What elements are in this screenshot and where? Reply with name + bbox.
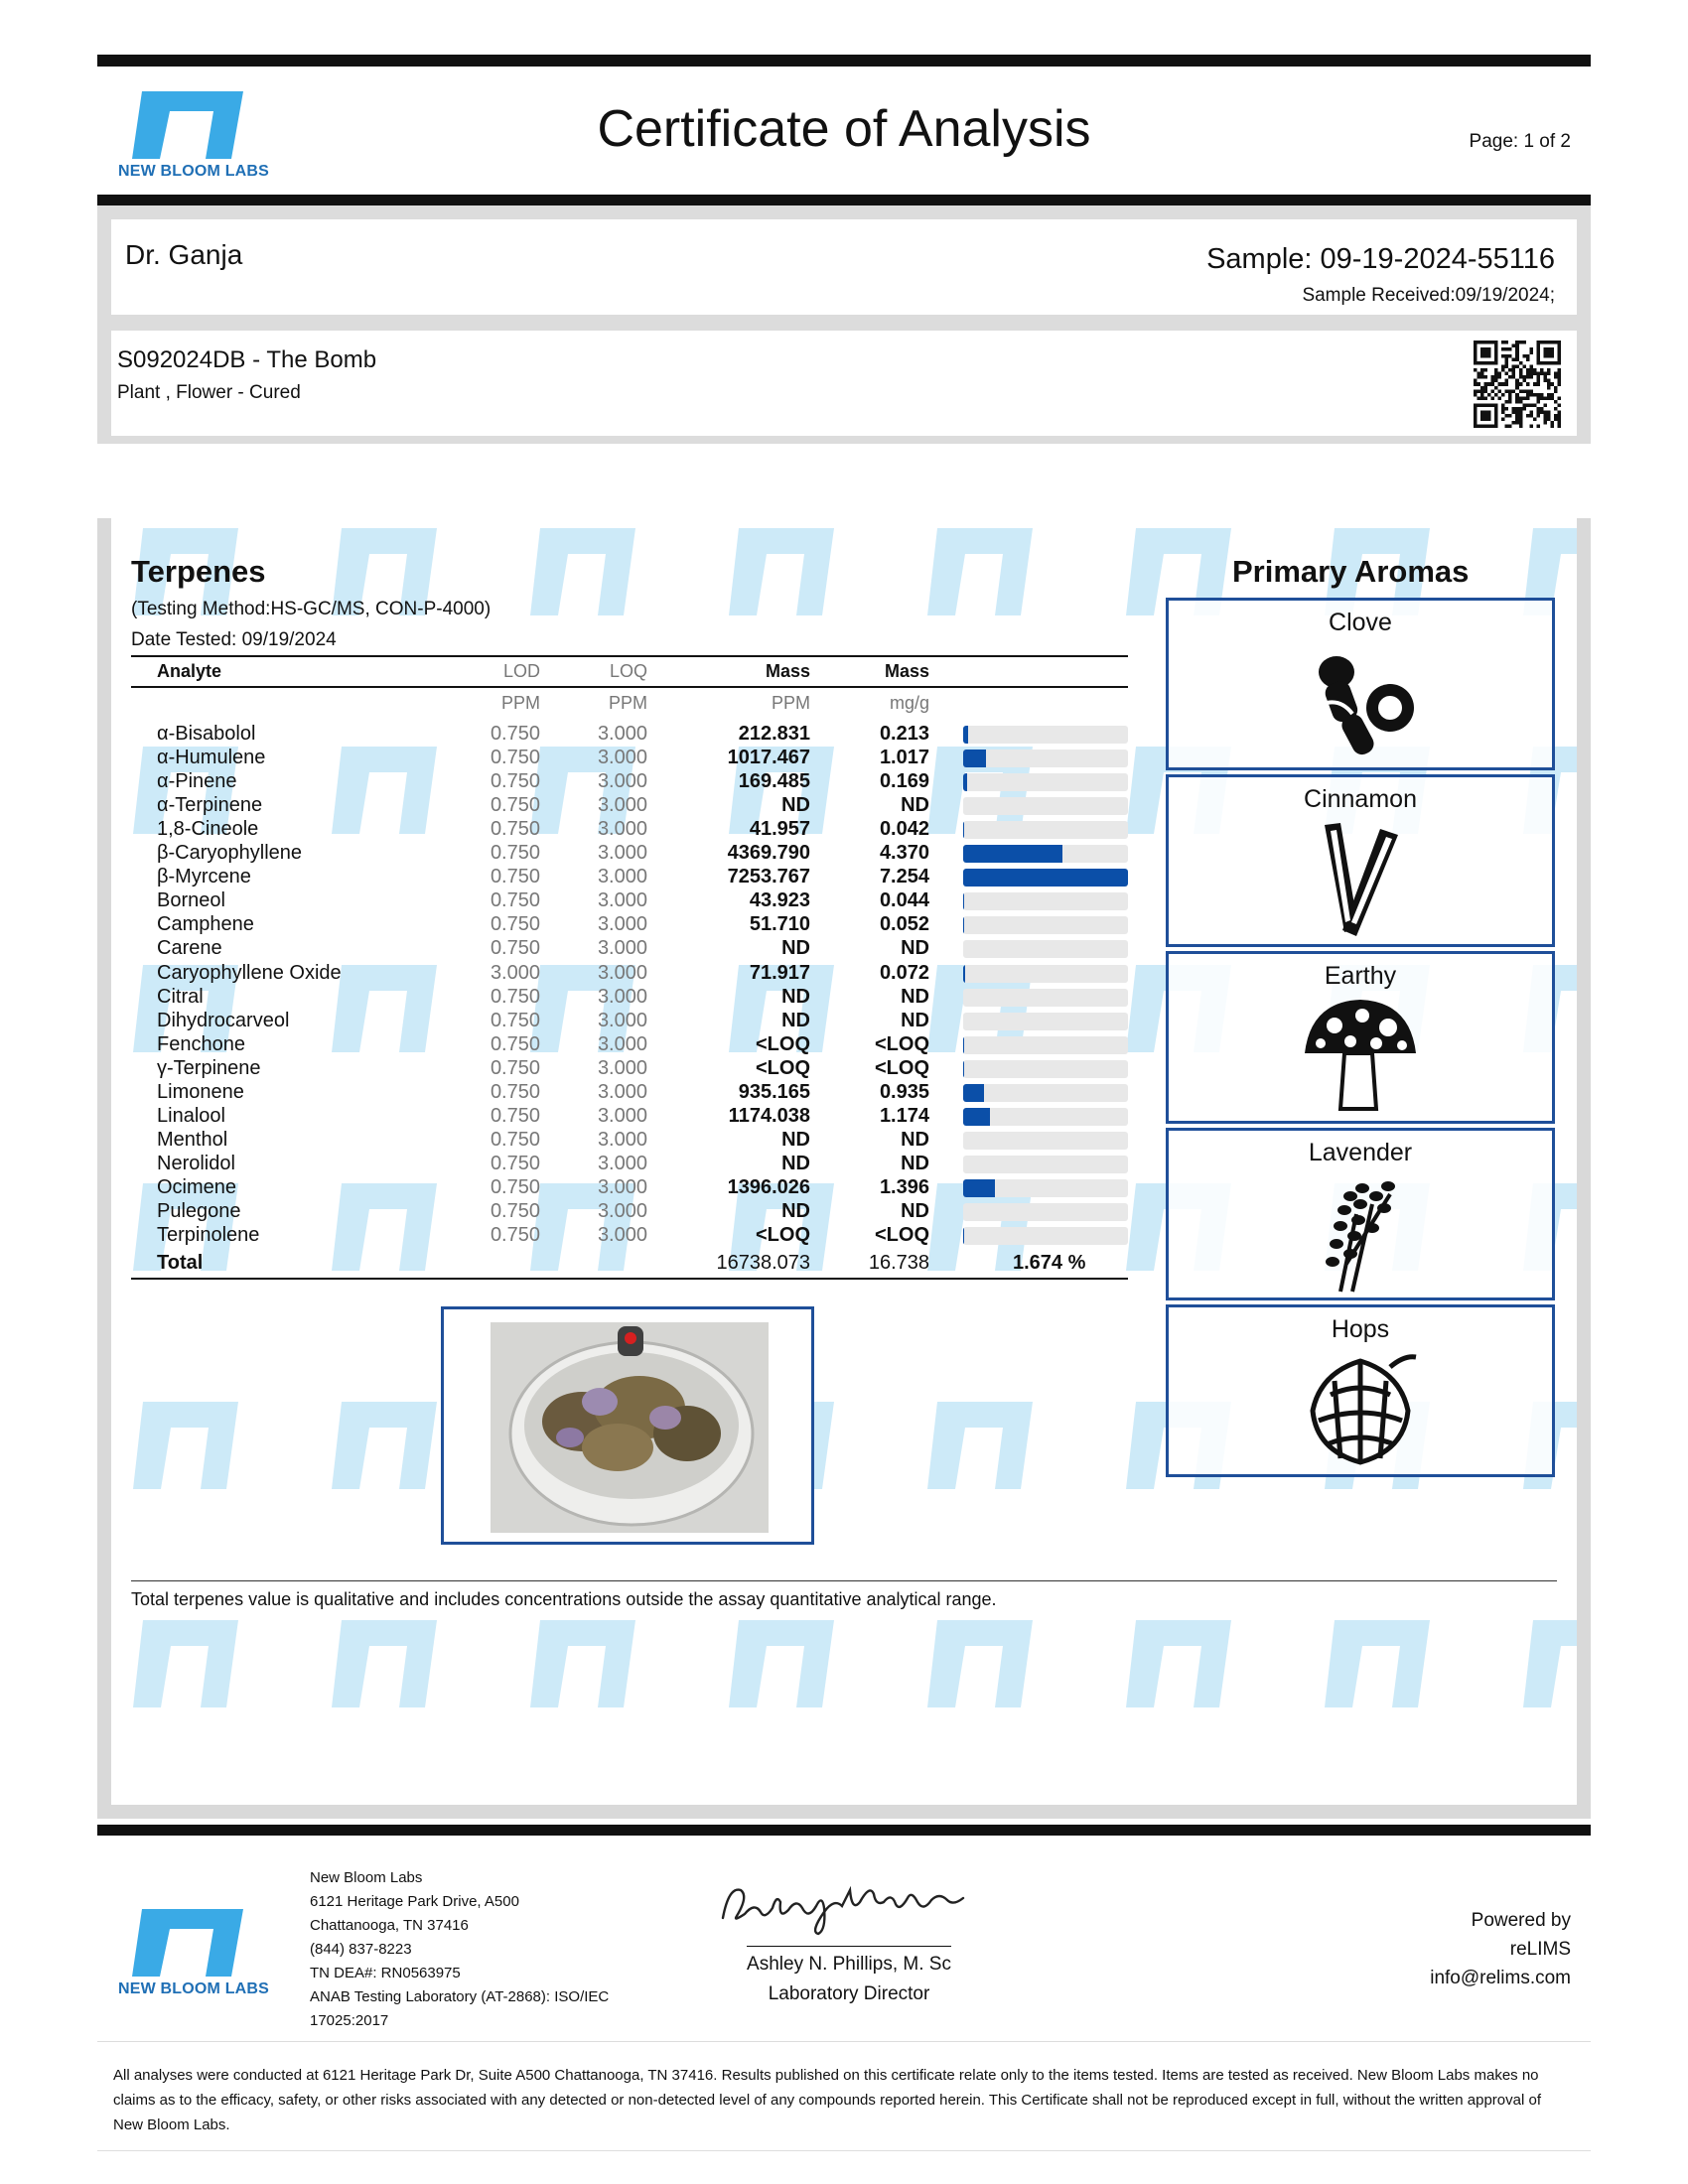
- lab-contact-info: [310, 1866, 609, 2033]
- table-row: [131, 818, 1128, 842]
- col-header-lod: LOD: [502, 661, 540, 681]
- col-header-mass-mg: Mass: [884, 661, 929, 681]
- lab-info-line: ANAB Testing Laboratory (AT-2868): ISO/IEC: [310, 1988, 610, 2005]
- mass-ppm-cell: 4369.790: [727, 842, 810, 865]
- lod-cell: 0.750: [490, 1009, 540, 1031]
- loq-cell: 3.000: [597, 889, 647, 912]
- lod-cell: 0.750: [490, 1080, 540, 1103]
- mass-mg-cell: 0.042: [879, 818, 929, 841]
- aroma-earthy: [1166, 951, 1555, 1124]
- results-panel: [111, 518, 1577, 1805]
- mass-ppm-cell: ND: [781, 794, 810, 817]
- aroma-hops: [1166, 1304, 1555, 1477]
- table-row: [131, 1033, 1128, 1057]
- mass-ppm-cell: ND: [781, 937, 810, 960]
- mass-mg-cell: ND: [901, 937, 929, 960]
- aroma-label: Earthy: [1324, 962, 1397, 990]
- analyte-cell: Nerolidol: [157, 1152, 235, 1174]
- total-percent: 1.674 %: [1013, 1252, 1086, 1275]
- analyte-cell: Menthol: [157, 1128, 228, 1151]
- concentration-bar-fill: [963, 726, 968, 744]
- lod-cell: 0.750: [490, 1128, 540, 1151]
- director-signature: [715, 1872, 973, 1938]
- lab-info-line: Chattanooga, TN 37416: [310, 1917, 469, 1934]
- loq-cell: 3.000: [597, 1152, 647, 1174]
- powered-by-email[interactable]: info@relims.com: [1430, 1968, 1571, 1988]
- aroma-label: Hops: [1331, 1315, 1390, 1343]
- mass-ppm-cell: 7253.767: [727, 866, 810, 888]
- table-row: [131, 723, 1128, 747]
- mass-mg-cell: <LOQ: [874, 1224, 929, 1247]
- mass-mg-cell: <LOQ: [874, 1032, 929, 1055]
- mushroom-icon: [1301, 998, 1420, 1117]
- table-row: [131, 889, 1128, 913]
- lod-cell: 0.750: [490, 770, 540, 793]
- aroma-label: Lavender: [1308, 1139, 1413, 1166]
- concentration-bar: [963, 1132, 1128, 1150]
- concentration-bar-fill: [963, 1036, 964, 1054]
- col-header-analyte: Analyte: [157, 661, 222, 681]
- disclaimer-text: All analyses were conducted at 6121 Heritage Park Dr, Suite A500 Chattanooga, TN 37416. Results published on this certificate relate only to the items tested. Items are tested as received. New Bloom Labs makes no claims as to the efficacy, safety, or other risks associated with any detected or non-detected level of any compounds reported herein. This Certificate shall not be reproduced except in full, without the written approval of New Bloom Labs.: [113, 2067, 1541, 2133]
- loq-cell: 3.000: [597, 1175, 647, 1198]
- concentration-bar: [963, 892, 1128, 910]
- table-row: [131, 1200, 1128, 1224]
- product-type: Plant , Flower - Cured: [117, 382, 301, 403]
- mass-ppm-cell: 51.710: [749, 913, 810, 936]
- footer-logo-mark-icon: [114, 1903, 273, 1979]
- table-row: [131, 962, 1128, 986]
- qr-code-icon[interactable]: [1474, 341, 1561, 428]
- analyte-cell: Citral: [157, 985, 204, 1008]
- mass-mg-cell: ND: [901, 1152, 929, 1174]
- lab-info-line: 17025:2017: [310, 2012, 389, 2029]
- lod-cell: 0.750: [490, 723, 540, 745]
- concentration-bar-fill: [963, 916, 964, 934]
- header-rule: [97, 195, 1591, 205]
- concentration-bar: [963, 845, 1128, 863]
- concentration-bar-fill: [963, 1179, 995, 1197]
- sample-received: Sample Received:09/19/2024;: [1302, 285, 1555, 306]
- concentration-bar: [963, 869, 1128, 887]
- mass-mg-cell: 0.935: [879, 1080, 929, 1103]
- loq-cell: 3.000: [597, 1056, 647, 1079]
- disclaimer-top-rule: [97, 2041, 1591, 2042]
- document-title: Certificate of Analysis: [597, 100, 1091, 158]
- loq-cell: 3.000: [597, 770, 647, 793]
- concentration-bar: [963, 1084, 1128, 1102]
- lod-cell: 0.750: [490, 842, 540, 865]
- table-row: [131, 794, 1128, 818]
- analyte-cell: Limonene: [157, 1080, 244, 1103]
- table-bottom-rule: [131, 1278, 1128, 1280]
- analyte-cell: Pulegone: [157, 1200, 241, 1222]
- analyte-cell: β-Caryophyllene: [157, 842, 303, 865]
- aroma-lavender: [1166, 1128, 1555, 1300]
- concentration-bar-fill: [963, 892, 964, 910]
- concentration-bar-fill: [963, 1108, 990, 1126]
- loq-cell: 3.000: [597, 1128, 647, 1151]
- analyte-cell: α-Bisabolol: [157, 723, 256, 745]
- table-row: [131, 1153, 1128, 1176]
- mass-mg-cell: 0.044: [879, 889, 929, 912]
- footer-logo-text: NEW BLOOM LABS: [117, 1980, 270, 1997]
- product-panel: [111, 331, 1577, 436]
- lab-info-line: 6121 Heritage Park Drive, A500: [310, 1893, 519, 1910]
- analyte-cell: α-Pinene: [157, 770, 237, 793]
- primary-aromas-title: Primary Aromas: [1232, 554, 1470, 589]
- concentration-bar-fill: [963, 821, 964, 839]
- lab-info-line: New Bloom Labs: [310, 1869, 423, 1886]
- table-row: [131, 842, 1128, 866]
- concentration-bar: [963, 821, 1128, 839]
- analyte-cell: Caryophyllene Oxide: [157, 961, 342, 984]
- table-row: [131, 1010, 1128, 1033]
- mass-mg-cell: ND: [901, 794, 929, 817]
- aroma-cinnamon: [1166, 774, 1555, 947]
- lod-cell: 0.750: [490, 1152, 540, 1174]
- table-row: [131, 1081, 1128, 1105]
- lab-info-line: (844) 837-8223: [310, 1941, 412, 1958]
- lod-cell: 0.750: [490, 1056, 540, 1079]
- concentration-bar-fill: [963, 845, 1062, 863]
- mass-ppm-cell: 41.957: [749, 818, 810, 841]
- mass-ppm-cell: <LOQ: [755, 1224, 810, 1247]
- analyte-cell: β-Myrcene: [157, 866, 251, 888]
- concentration-bar: [963, 1108, 1128, 1126]
- mass-mg-cell: 0.213: [879, 723, 929, 745]
- loq-cell: 3.000: [597, 747, 647, 769]
- loq-cell: 3.000: [597, 1009, 647, 1031]
- concentration-bar-fill: [963, 1227, 964, 1245]
- loq-cell: 3.000: [597, 1200, 647, 1222]
- client-info-box: [97, 205, 1591, 444]
- lod-cell: 0.750: [490, 913, 540, 936]
- analyte-cell: Ocimene: [157, 1175, 237, 1198]
- mass-mg-cell: 1.017: [879, 747, 929, 769]
- mass-mg-cell: 1.174: [879, 1104, 929, 1127]
- total-ppm: 16738.073: [716, 1252, 810, 1275]
- concentration-bar: [963, 726, 1128, 744]
- concentration-bar: [963, 1227, 1128, 1245]
- loq-cell: 3.000: [597, 818, 647, 841]
- mass-ppm-cell: 71.917: [749, 961, 810, 984]
- table-top-rule: [131, 655, 1128, 657]
- sample-photo-image: [491, 1322, 769, 1533]
- concentration-bar: [963, 1036, 1128, 1054]
- clove-icon: [1301, 644, 1420, 763]
- table-row: [131, 770, 1128, 794]
- loq-cell: 3.000: [597, 866, 647, 888]
- col-header-loq: LOQ: [609, 661, 647, 681]
- lod-cell: 0.750: [490, 937, 540, 960]
- signer-title: Laboratory Director: [768, 1983, 930, 2004]
- top-rule: [97, 55, 1591, 67]
- unit-mass-mg: mg/g: [889, 693, 929, 713]
- mass-mg-cell: 0.169: [879, 770, 929, 793]
- loq-cell: 3.000: [597, 913, 647, 936]
- table-row: [131, 1057, 1128, 1081]
- mass-mg-cell: 1.396: [879, 1175, 929, 1198]
- terpenes-title: Terpenes: [131, 554, 266, 589]
- loq-cell: 3.000: [597, 1032, 647, 1055]
- concentration-bar: [963, 750, 1128, 767]
- client-name: Dr. Ganja: [125, 239, 243, 270]
- concentration-bar: [963, 1013, 1128, 1030]
- lod-cell: 0.750: [490, 747, 540, 769]
- sample-id: Sample: 09-19-2024-55116: [1206, 243, 1555, 275]
- loq-cell: 3.000: [597, 723, 647, 745]
- aroma-clove: [1166, 598, 1555, 770]
- analyte-cell: α-Terpinene: [157, 794, 263, 817]
- mass-ppm-cell: 169.485: [738, 770, 810, 793]
- concentration-bar-fill: [963, 1084, 984, 1102]
- mass-ppm-cell: 1396.026: [727, 1175, 810, 1198]
- lavender-icon: [1301, 1174, 1420, 1294]
- concentration-bar: [963, 797, 1128, 815]
- table-header-rule: [131, 686, 1128, 688]
- lod-cell: 0.750: [490, 794, 540, 817]
- logo-text: NEW BLOOM LABS: [117, 163, 270, 180]
- lod-cell: 3.000: [490, 961, 540, 984]
- hops-icon: [1301, 1351, 1420, 1470]
- analyte-cell: Borneol: [157, 889, 225, 912]
- table-row: [131, 1176, 1128, 1200]
- analyte-cell: Carene: [157, 937, 222, 960]
- lod-cell: 0.750: [490, 1032, 540, 1055]
- loq-cell: 3.000: [597, 1104, 647, 1127]
- concentration-bar: [963, 1203, 1128, 1221]
- concentration-bar: [963, 773, 1128, 791]
- mass-ppm-cell: <LOQ: [755, 1032, 810, 1055]
- total-label: Total: [157, 1252, 204, 1275]
- concentration-bar-fill: [963, 750, 986, 767]
- sample-photo-frame: [441, 1306, 814, 1545]
- signature-line: [747, 1946, 951, 1947]
- loq-cell: 3.000: [597, 937, 647, 960]
- lod-cell: 0.750: [490, 985, 540, 1008]
- cinnamon-icon: [1301, 821, 1420, 940]
- table-row: [131, 1105, 1128, 1129]
- lod-cell: 0.750: [490, 866, 540, 888]
- table-total-row: [131, 1252, 1128, 1276]
- aroma-label: Cinnamon: [1304, 785, 1417, 813]
- footer-rule: [97, 1825, 1591, 1836]
- analyte-cell: Fenchone: [157, 1032, 245, 1055]
- powered-by-brand: reLIMS: [1509, 1939, 1571, 1960]
- table-row: [131, 913, 1128, 937]
- total-mg: 16.738: [868, 1252, 929, 1275]
- client-panel: [111, 219, 1577, 315]
- lab-info-line: TN DEA#: RN0563975: [310, 1965, 461, 1981]
- mass-ppm-cell: ND: [781, 985, 810, 1008]
- concentration-bar: [963, 940, 1128, 958]
- mass-ppm-cell: <LOQ: [755, 1056, 810, 1079]
- mass-mg-cell: 4.370: [879, 842, 929, 865]
- loq-cell: 3.000: [597, 985, 647, 1008]
- concentration-bar-fill: [963, 965, 965, 983]
- analyte-cell: Dihydrocarveol: [157, 1009, 290, 1031]
- mass-ppm-cell: ND: [781, 1128, 810, 1151]
- mass-ppm-cell: ND: [781, 1009, 810, 1031]
- lod-cell: 0.750: [490, 1200, 540, 1222]
- product-name: S092024DB - The Bomb: [117, 346, 377, 373]
- table-row: [131, 986, 1128, 1010]
- unit-mass-ppm: PPM: [771, 693, 810, 713]
- mass-ppm-cell: ND: [781, 1152, 810, 1174]
- mass-mg-cell: 0.072: [879, 961, 929, 984]
- analyte-cell: Camphene: [157, 913, 254, 936]
- lod-cell: 0.750: [490, 1104, 540, 1127]
- mass-mg-cell: ND: [901, 1128, 929, 1151]
- analyte-cell: γ-Terpinene: [157, 1056, 261, 1079]
- aroma-label: Clove: [1329, 609, 1392, 636]
- mass-mg-cell: 7.254: [879, 866, 929, 888]
- signer-name: Ashley N. Phillips, M. Sc: [747, 1954, 951, 1975]
- lod-cell: 0.750: [490, 1175, 540, 1198]
- loq-cell: 3.000: [597, 842, 647, 865]
- powered-by-label: Powered by: [1471, 1910, 1571, 1931]
- concentration-bar-fill: [963, 869, 1128, 887]
- analyte-cell: 1,8-Cineole: [157, 818, 259, 841]
- analyte-cell: Linalool: [157, 1104, 225, 1127]
- powered-by: [1430, 1906, 1571, 1992]
- analyte-cell: α-Humulene: [157, 747, 266, 769]
- concentration-bar: [963, 1179, 1128, 1197]
- page-number: Page: 1 of 2: [1469, 131, 1571, 152]
- col-header-mass-ppm: Mass: [765, 661, 810, 681]
- concentration-bar-fill: [963, 1060, 964, 1078]
- concentration-bar: [963, 916, 1128, 934]
- concentration-bar: [963, 1156, 1128, 1173]
- concentration-bar-fill: [963, 773, 967, 791]
- mass-ppm-cell: 43.923: [749, 889, 810, 912]
- table-row: [131, 747, 1128, 770]
- mass-mg-cell: ND: [901, 985, 929, 1008]
- table-row: [131, 1129, 1128, 1153]
- concentration-bar: [963, 1060, 1128, 1078]
- loq-cell: 3.000: [597, 1080, 647, 1103]
- lod-cell: 0.750: [490, 1224, 540, 1247]
- loq-cell: 3.000: [597, 794, 647, 817]
- disclaimer-bottom-rule: [97, 2150, 1591, 2151]
- loq-cell: 3.000: [597, 961, 647, 984]
- mass-mg-cell: ND: [901, 1009, 929, 1031]
- results-frame: [97, 518, 1591, 1819]
- mass-mg-cell: 0.052: [879, 913, 929, 936]
- mass-mg-cell: <LOQ: [874, 1056, 929, 1079]
- lod-cell: 0.750: [490, 818, 540, 841]
- concentration-bar: [963, 989, 1128, 1007]
- table-row: [131, 866, 1128, 889]
- lod-cell: 0.750: [490, 889, 540, 912]
- date-tested: Date Tested: 09/19/2024: [131, 629, 337, 650]
- mass-ppm-cell: 935.165: [738, 1080, 810, 1103]
- mass-ppm-cell: 212.831: [738, 723, 810, 745]
- loq-cell: 3.000: [597, 1224, 647, 1247]
- footer-lab-logo: [114, 1903, 273, 2002]
- testing-method: (Testing Method:HS-GC/MS, CON-P-4000): [131, 599, 492, 619]
- mass-ppm-cell: 1017.467: [727, 747, 810, 769]
- sample-photo[interactable]: [491, 1322, 769, 1533]
- table-row: [131, 937, 1128, 961]
- concentration-bar: [963, 965, 1128, 983]
- mass-ppm-cell: ND: [781, 1200, 810, 1222]
- mass-mg-cell: ND: [901, 1200, 929, 1222]
- analyte-cell: Terpinolene: [157, 1224, 260, 1247]
- unit-loq: PPM: [608, 693, 647, 713]
- unit-lod: PPM: [500, 693, 540, 713]
- table-row: [131, 1224, 1128, 1248]
- terpenes-footnote: Total terpenes value is qualitative and includes concentrations outside the assay quantitative analytical range.: [131, 1580, 1557, 1610]
- mass-ppm-cell: 1174.038: [728, 1104, 810, 1127]
